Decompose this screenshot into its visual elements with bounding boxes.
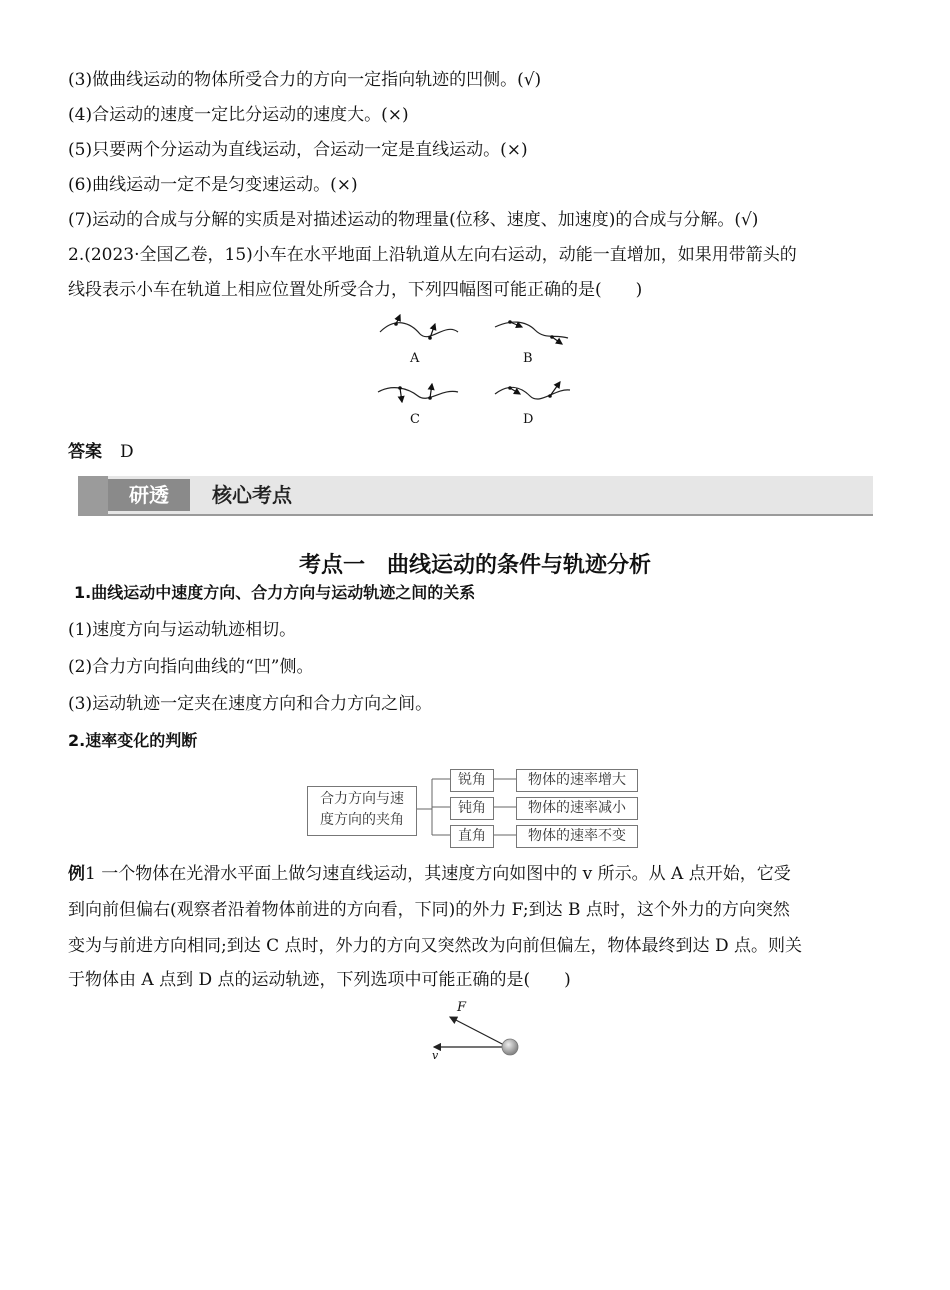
- option-d-label: D: [523, 412, 534, 427]
- judgement-item-4: (4)合运动的速度一定比分运动的速度大。(×): [68, 105, 409, 125]
- point-1: (1)速度方向与运动轨迹相切。: [68, 620, 297, 640]
- object-ball: [502, 1039, 518, 1055]
- banner-tag: 研透: [108, 479, 190, 511]
- banner-edge: [78, 476, 108, 514]
- example1-line2: 到向前但偏右(观察者沿着物体前进的方向看，下同)的外力 F;到达 B 点时，这个外力的方向突然: [68, 900, 790, 920]
- example1-line1: [68, 862, 791, 886]
- flowchart-root-line2: 度方向的夹角: [320, 812, 404, 828]
- flowchart-angle-acute: 锐角: [450, 769, 494, 792]
- example1-line4: 于物体由 A 点到 D 点的运动轨迹，下列选项中可能正确的是( ): [68, 970, 571, 990]
- flowchart-result-decrease: 物体的速率减小: [516, 797, 638, 820]
- judgement-item-7: (7)运动的合成与分解的实质是对描述运动的物理量(位移、速度、加速度)的合成与分解。(√): [68, 210, 759, 230]
- example1-text1: 1 一个物体在光滑水平面上做匀速直线运动，其速度方向如图中的 v 所示。从 A 点开始，它受: [85, 864, 791, 884]
- answer-row: [68, 440, 134, 464]
- judgement-item-5: (5)只要两个分运动为直线运动，合运动一定是直线运动。(×): [68, 140, 528, 160]
- option-d-figure: [495, 382, 570, 399]
- question2-option-figures: [370, 312, 585, 432]
- force-arrow: [450, 1017, 508, 1047]
- option-b-figure: [495, 320, 568, 344]
- flowchart-root: [307, 786, 417, 836]
- example1-label: 例: [68, 864, 85, 884]
- option-a-figure: [380, 315, 458, 340]
- velocity-label: v: [432, 1049, 439, 1062]
- flowchart-angle-obtuse: 钝角: [450, 797, 494, 820]
- option-c-figure: [378, 384, 458, 402]
- force-label: F: [457, 1000, 467, 1015]
- flowchart-result-increase: 物体的速率增大: [516, 769, 638, 792]
- section-banner: [78, 476, 873, 516]
- section-heading: 考点一 曲线运动的条件与轨迹分析: [298, 553, 651, 578]
- subheading-2: 2.速率变化的判断: [68, 731, 198, 750]
- question2-line1: 2.(2023·全国乙卷，15)小车在水平地面上沿轨道从左向右运动，动能一直增加，如果用带箭头的: [68, 245, 797, 265]
- answer-value: D: [120, 442, 134, 462]
- option-b-label: B: [523, 351, 533, 366]
- question2-line2: 线段表示小车在轨道上相应位置处所受合力，下列四幅图可能正确的是( ): [68, 280, 643, 300]
- subheading-1: 1.曲线运动中速度方向、合力方向与运动轨迹之间的关系: [74, 583, 476, 602]
- flowchart-angle-right: 直角: [450, 825, 494, 848]
- point-2: (2)合力方向指向曲线的“凹”侧。: [68, 657, 314, 677]
- flowchart-root-line1: 合力方向与速: [320, 791, 404, 807]
- banner-title: 核心考点: [212, 483, 292, 507]
- example1-line3: 变为与前进方向相同;到达 C 点时，外力的方向又突然改为向前但偏左，物体最终到达 D 点。则关: [68, 936, 802, 956]
- option-c-label: C: [410, 412, 420, 427]
- judgement-item-6: (6)曲线运动一定不是匀变速运动。(×): [68, 175, 358, 195]
- answer-label: 答案: [68, 442, 102, 462]
- point-3: (3)运动轨迹一定夹在速度方向和合力方向之间。: [68, 694, 433, 714]
- option-a-label: A: [410, 351, 420, 366]
- judgement-item-3: (3)做曲线运动的物体所受合力的方向一定指向轨迹的凹侧。(√): [68, 70, 542, 90]
- flowchart-result-constant: 物体的速率不变: [516, 825, 638, 848]
